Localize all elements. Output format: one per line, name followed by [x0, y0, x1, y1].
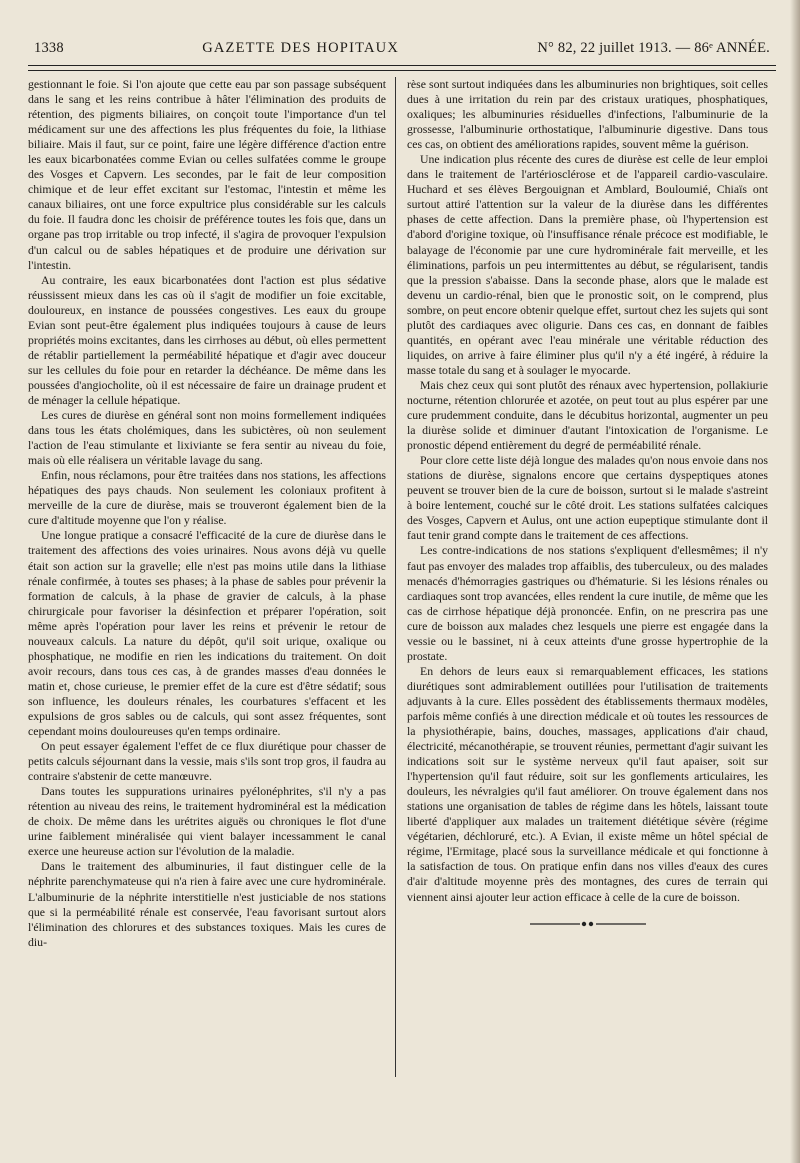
page-number: 1338: [34, 40, 64, 56]
paragraph: Les contre-indications de nos stations s'expliquent d'ellesmêmes; il n'y faut pas envoyer des malades trop affaiblis, des tuberculeux, ou des malades menacés d'hémorragies gastriques ou d'hématurie. Si les lésions rénales ou cardiaques sont trop avancées, elles rendent la cure inutile, de même que les cas de cirrhose hépatique déjà prononcée. Enfin, on ne prescrira pas une cure de boisson aux malades chez lesquels une pierre est engagée dans la vessie ou le bassinet, ni à ceux atteints d'une grosse hypertrophie de la prostate.: [407, 543, 768, 663]
page-header: [28, 40, 776, 57]
article-columns: [28, 77, 776, 1117]
paragraph: Les cures de diurèse en général sont non moins formellement indiquées dans tous les états cholémiques, dans les subictères, où non seulement l'action de l'eau stimulante et lixiviante se fera sentir au niveau du foie, mais où elle réalisera un véritable lavage du sang.: [28, 408, 386, 468]
paragraph: Une longue pratique a consacré l'efficacité de la cure de diurèse dans le traitement des affections des voies urinaires. Nous avons déjà vu quelle était son action sur la gravelle; elle n'est pas moins utile dans la lithiase rénale confirmée, à toutes ses phases; à la phase de sables pour prévenir la formation de calculs, à la phase de gravier de calculs, à la phase chirurgicale pour favoriser la désinfection et préparer l'opération, soit même après l'opération pour laver les reins et prévenir le retour de nouveaux calculs. La nature du dépôt, qu'il soit urique, oxalique ou phosphatique, ne modifie en rien les indications du traitement. On doit avoir recours, dans tous ces cas, à de grandes masses d'eau données le matin et, chose curieuse, le premier effet de la cure est d'être sédatif; sous son influence, les douleurs rénales, les courbatures s'effacent et les expulsions de gros sables ou de calculs, qui sont assez fréquentes, sont cependant moins douloureuses qu'en temps ordinaire.: [28, 528, 386, 739]
page-edge-shadow: [790, 0, 800, 1163]
paragraph: En dehors de leurs eaux si remarquablement efficaces, les stations diurétiques sont admirablement outillées pour l'utilisation de traitements adjuvants à la cure. Elles possèdent des établissements thermaux modèles, parfois même confiés à une direction médicale et où toutes les ressources de la physiothérapie, bains, douches, massages, applications d'air chaud, électricité, mécanothérapie, se trouvent réunies, permettant d'agir suivant les indications soit sur le système nerveux qu'il faut apaiser, soit sur l'hypertension qu'il faut réduire, soit sur les gonflements articulaires, les douleurs, les névralgies qu'il faut améliorer. On trouve également dans nos stations une organisation de tables de régime dans les hôtels, laissant toute liberté d'appliquer aux malades un traitement diététique sévère (régime végétarien, déchloruré, etc.). A Evian, il existe même un hôtel spécial de régime, l'Ermitage, placé sous la surveillance médicale et qui fonctionne à la satisfaction de tous. On pratique enfin dans nos villes d'eaux des cures d'air d'altitude moyenne près des montagnes, des cures de terrain qui viennent ainsi ajouter leur action efficace à celle de la cure de boisson.: [407, 663, 768, 904]
paragraph: Au contraire, les eaux bicarbonatées dont l'action est plus sédative réussissent mieux dans les cas où il s'agit de modifier un foie excitable, douloureux, en instance de poussées congestives. Les eaux du groupe Evian sont peut-être également plus indiquées toujours à cause de leurs propriétés moins excitantes, dans les cirrhoses au début, où elles permettent de rétablir partiellement la perméabilité hépatique et d'agir avec douceur sur les cellules du foie pour en retarder la déchéance. De même dans les poussées d'angiocholite, où il est nécessaire de faire un drainage prudent et de ménager la cellule hépatique.: [28, 272, 386, 407]
journal-title: GAZETTE DES HOPITAUX: [202, 40, 400, 56]
paragraph: rèse sont surtout indiquées dans les albuminuries non brightiques, soit celles dues à une irritation du rein par des cristaux uratiques, phosphatiques, oxaliques; les albuminuries résiduelles d'infections, l'albuminurie de la grossesse, l'albuminurie orthostatique, l'albuminurie digestive. Dans tous ces cas, on obtient des améliorations rapides, souvent même la guérison.: [407, 77, 768, 152]
header-rule: [28, 65, 776, 71]
paragraph: gestionnant le foie. Si l'on ajoute que cette eau par son passage subséquent dans le sang et les reins contribue à hâter l'élimination des produits de rétention, des pigments biliaires, on conçoit toute l'importance d'un tel médicament sur une des affections les plus fréquentes du foie, la lithiase biliaire. Mais il faut, sur ce point, faire une légère différence d'action entre les eaux bicarbonatées comme Evian ou celles sulfatées comme le groupe des Vosges et Capvern. Les secondes, par le fait de leur composition chimique et de leur effet excitant sur l'estomac, l'intestin et même les canaux biliaires, ont une force expultrice plus considérable sur les calculs du foie. Il faudra donc les choisir de préférence toutes les fois que, dans un organe pas trop irritable ou trop infecté, il s'agira de provoquer l'expulsion d'un calcul ou de sables hépatiques et de produire une dérivation sur l'intestin.: [28, 77, 386, 272]
end-ornament: [528, 919, 648, 929]
paragraph: Dans toutes les suppurations urinaires pyélonéphrites, s'il n'y a pas rétention au niveau des reins, le traitement hydrominéral est la médication de choix. De même dans les urétrites aiguës ou chroniques le flot d'une urine faiblement minéralisée qui vient balayer incessamment le canal exerce une heureuse action sur l'évolution de la maladie.: [28, 784, 386, 859]
issue-info: N° 82, 22 juillet 1913. — 86ᵉ ANNÉE.: [537, 40, 770, 56]
paragraph: Pour clore cette liste déjà longue des malades qu'on nous envoie dans nos stations de diurèse, signalons encore que certains dyspeptiques atones peuvent se trouver bien de la cure de boisson, surtout si le malade s'astreint à boire lentement, couché sur le côté droit. Les stations sulfatées calciques des Vosges, Capvern et Aulus, ont une action eupeptique stimulante dont il faut tenir grand compte dans le traitement de ces affections.: [407, 453, 768, 543]
paragraph: Mais chez ceux qui sont plutôt des rénaux avec hypertension, pollakiurie nocturne, rétention chlorurée et azotée, on peut tout au plus espérer par une cure prudemment conduite, dans le décubitus horizontal, augmenter un peu la diurèse solide et diminuer d'autant l'intoxication de l'organisme. Le pronostic dépend entièrement du degré de perméabilité rénale.: [407, 377, 768, 453]
paragraph: On peut essayer également l'effet de ce flux diurétique pour chasser de petits calculs séjournant dans la vessie, mais s'ils sont trop gros, il faudra au contraire s'abstenir de cette manœuvre.: [28, 739, 386, 784]
left-column: [28, 77, 395, 1117]
paragraph: Une indication plus récente des cures de diurèse est celle de leur emploi dans le traitement de l'artériosclérose et de l'appareil cardio-vasculaire. Huchard et ses élèves Bergouignan et Amblard, Bouloumié, Chiaïs ont surtout attiré l'attention sur la valeur de la diurèse dans les différentes phases de cette affection. Dans la première phase, où l'hypertension est d'abord d'origine toxique, où l'insuffisance rénale précoce est modifiable, le balayage de l'économie par une cure hydrominérale fait merveille, et les éliminations, parfois un peu intermittentes au début, se régularisent, tandis que la pression s'abaisse. Dans la seconde phase, alors que le malade est devenu un cardio-rénal, bien que le pronostic soit, on le comprend, plus sombre, on peut encore obtenir quelque effet, surtout chez les sujets qui sont plutôt des cardiaques avec oligurie. Dans ces cas, en donnant de faibles quantités, en opérant avec l'eau minérale une véritable réduction des liquides, on arrive à faire éliminer plus qu'il n'y a été ingéré, à réduire la masse totale du sang et à soulager le myocarde.: [407, 152, 768, 377]
paragraph: Dans le traitement des albuminuries, il faut distinguer celle de la néphrite parenchymateuse qui n'a rien à faire avec une cure hydrominérale. L'albuminurie de la néphrite interstitielle n'est justiciable de nos stations que si la perméabilité rénale est conservée, l'eau favorisant surtout alors l'élimination des chlorures et des substances toxiques. Mais les cures de diu-: [28, 859, 386, 949]
paragraph: Enfin, nous réclamons, pour être traitées dans nos stations, les affections hépatiques des pays chauds. Non seulement les coloniaux profitent à merveille de la cure de diurèse, mais se trouveront également bien de la cure d'altitude moyenne que l'on y réalise.: [28, 468, 386, 528]
right-column: [396, 77, 768, 1117]
